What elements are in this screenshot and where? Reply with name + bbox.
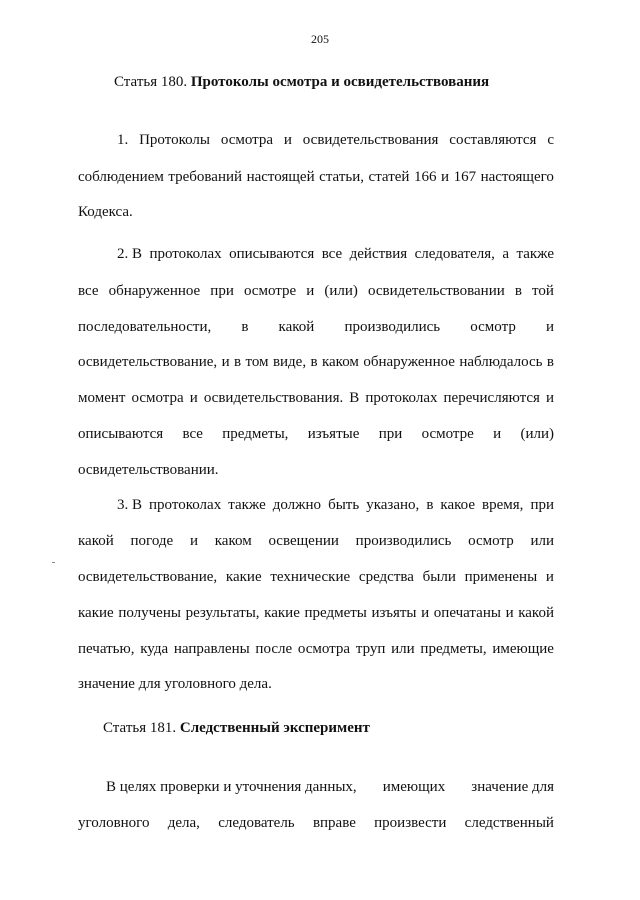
word: и — [441, 169, 450, 185]
word: значение для — [471, 779, 554, 795]
word: В — [349, 390, 360, 406]
word: куда — [140, 641, 169, 657]
word: 1. — [117, 132, 129, 148]
word: опечатаны — [433, 605, 501, 621]
word: средства — [358, 569, 414, 585]
word: последовательности, — [78, 319, 212, 335]
word: время, — [482, 497, 524, 513]
word: обнаруженное — [108, 283, 201, 299]
word: и — [306, 283, 315, 299]
word: В целях проверки и уточнения данных, — [106, 779, 357, 795]
text-line — [117, 131, 554, 149]
word: следователь — [218, 815, 295, 831]
word: требований — [168, 169, 243, 185]
word: технические — [270, 569, 351, 585]
word: и — [283, 132, 292, 148]
word: а — [502, 246, 510, 262]
word: печатью, — [78, 641, 135, 657]
word: имеющие — [492, 641, 554, 657]
word: или — [530, 533, 554, 549]
word: настоящей — [246, 169, 315, 185]
word: дела, — [167, 815, 200, 831]
text-line: Кодекса. — [78, 204, 133, 220]
word: какое — [440, 497, 476, 513]
article-181-prefix: Статья 181. — [103, 720, 177, 736]
word: какой — [278, 319, 315, 335]
word: также — [228, 497, 266, 513]
word: протоколах — [149, 246, 222, 262]
word: протоколах — [365, 390, 438, 406]
word: также — [516, 246, 554, 262]
word: осмотра — [131, 390, 184, 406]
word: при — [530, 497, 554, 513]
word: действия — [349, 246, 408, 262]
word: труп — [355, 641, 386, 657]
word: 166 — [413, 169, 437, 185]
page-number: 205 — [311, 32, 329, 46]
text-line — [78, 568, 554, 586]
word: какой — [78, 533, 114, 549]
word: имеющих — [382, 779, 446, 795]
word: описываются — [229, 246, 315, 262]
article-180-title: Протоколы осмотра и освидетельствования — [190, 74, 490, 90]
text-line — [117, 496, 554, 514]
article-181-heading — [103, 720, 370, 737]
text-line — [78, 604, 554, 622]
text-line — [78, 168, 554, 186]
word: в — [310, 354, 318, 370]
word: должно — [272, 497, 322, 513]
word: статей — [368, 169, 410, 185]
text-line: значение для уголовного дела. — [78, 676, 272, 692]
word: вправе — [312, 815, 356, 831]
word: в — [241, 319, 249, 335]
article-180-heading — [114, 74, 489, 91]
word: какой — [518, 605, 554, 621]
word: изъяты — [371, 605, 417, 621]
word: 2. В — [117, 246, 143, 262]
word: Протоколы — [139, 132, 210, 148]
word: в — [233, 354, 242, 370]
word: направлены — [173, 641, 250, 657]
word: момент — [78, 390, 126, 406]
word: в — [546, 354, 554, 370]
word: освидетельствования. — [203, 390, 344, 406]
word: и — [545, 569, 554, 585]
word: осмотре — [421, 426, 474, 442]
word: какие — [225, 569, 262, 585]
word: перечисляются — [443, 390, 540, 406]
word: и — [493, 426, 502, 442]
word: освидетельствование, — [78, 354, 218, 370]
text-line — [106, 778, 554, 796]
word: (или) — [520, 426, 554, 442]
word: все — [321, 246, 343, 262]
text-line — [78, 389, 554, 407]
word: предметы, — [420, 641, 487, 657]
word: и — [421, 605, 430, 621]
word: освещении — [268, 533, 339, 549]
article-181-title: Следственный эксперимент — [179, 720, 370, 736]
text-line — [78, 814, 554, 832]
word: погоде — [130, 533, 174, 549]
word: 167 — [453, 169, 477, 185]
word: осмотре — [243, 283, 297, 299]
word: обнаруженное — [363, 354, 455, 370]
word: быть — [328, 497, 360, 513]
text-line — [78, 425, 554, 443]
word: следователя, — [414, 246, 495, 262]
word: осмотра — [297, 641, 351, 657]
word: какие — [264, 605, 300, 621]
word: и — [189, 533, 198, 549]
word: описываются — [78, 426, 164, 442]
word: и — [221, 354, 230, 370]
word: виде, — [272, 354, 307, 370]
word: и — [545, 319, 554, 335]
word: наблюдалось — [459, 354, 543, 370]
word: (или) — [324, 283, 358, 299]
article-180-prefix: Статья 180. — [114, 74, 188, 90]
word: следственный — [464, 815, 554, 831]
text-line — [78, 353, 554, 371]
word: при — [378, 426, 403, 442]
word: в — [514, 283, 522, 299]
word: в — [426, 497, 434, 513]
word: той — [532, 283, 554, 299]
text-line — [117, 245, 554, 263]
word: каком — [214, 533, 252, 549]
word: и — [545, 390, 554, 406]
word: изъятые — [307, 426, 360, 442]
word: и — [189, 390, 198, 406]
text-line — [78, 640, 554, 658]
text-line — [78, 318, 554, 336]
word: освидетельствования — [302, 132, 439, 148]
word: 3. В — [117, 497, 143, 513]
word: или — [391, 641, 415, 657]
word: были — [422, 569, 456, 585]
margin-mark — [52, 562, 55, 563]
word: все — [78, 283, 99, 299]
word: результаты, — [185, 605, 260, 621]
text-line — [78, 282, 554, 300]
word: после — [255, 641, 293, 657]
word: протоколах — [149, 497, 222, 513]
word: освидетельствование, — [78, 569, 218, 585]
word: указано, — [366, 497, 420, 513]
word: произвести — [374, 815, 447, 831]
word: том — [245, 354, 269, 370]
word: статьи, — [319, 169, 364, 185]
text-line — [78, 532, 554, 550]
word: при — [210, 283, 234, 299]
word: все — [182, 426, 203, 442]
word: применены — [464, 569, 538, 585]
word: соблюдением — [78, 169, 164, 185]
text-line: освидетельствовании. — [78, 462, 219, 478]
word: настоящего — [480, 169, 554, 185]
word: и — [505, 605, 514, 621]
word: предметы — [304, 605, 367, 621]
word: предметы, — [222, 426, 289, 442]
word: какие — [78, 605, 114, 621]
word: с — [547, 132, 554, 148]
word: получены — [118, 605, 181, 621]
word: составляются — [449, 132, 537, 148]
word: осмотр — [470, 319, 516, 335]
word: каком — [321, 354, 359, 370]
word: уголовного — [78, 815, 150, 831]
word: осмотр — [468, 533, 514, 549]
word: производились — [344, 319, 441, 335]
word: производились — [355, 533, 452, 549]
word: осмотра — [220, 132, 274, 148]
word: освидетельствовании — [367, 283, 505, 299]
